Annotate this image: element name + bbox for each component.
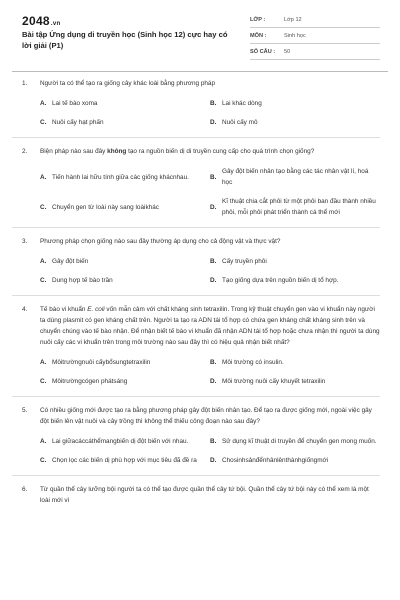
question-3 <box>22 236 380 286</box>
question-4 <box>22 304 380 387</box>
answer-options <box>40 357 380 387</box>
meta-row-count <box>250 44 380 60</box>
option-a[interactable]: A. Môitrườngnuôi cấybổsungtetraxilin <box>40 359 151 366</box>
header-divider <box>12 71 388 72</box>
option-d[interactable]: D. Nuôi cấy mô <box>210 119 258 126</box>
species-name: E. coli <box>87 306 105 313</box>
option-c[interactable]: C. Môitrườngcógen phátsáng <box>40 378 128 385</box>
option-d[interactable]: D. Môi trường nuôi cấy khuyết tetraxilin <box>210 378 326 385</box>
header <box>0 0 400 64</box>
option-b[interactable]: B. Gây đột biến nhân tạo bằng các tác nhân vật lí, hoá học <box>210 168 369 186</box>
meta-label: LỚP : <box>250 16 266 23</box>
question-text: Người ta có thể tạo ra giống cây khác loài bằng phương pháp <box>40 80 216 87</box>
question-number: 1. <box>22 80 28 87</box>
question-5 <box>22 405 380 466</box>
question-text: Có nhiều giống mới được tạo ra bằng phương pháp gây đột biến nhân tạo. Để tạo ra được giống mới, ngoài việc gây đột biến lên vật nuôi và cây trồng thì không thể thiếu công đoạn nào sau đây? <box>40 407 372 425</box>
option-b[interactable]: B. Lai khác dòng <box>210 100 262 107</box>
question-text: Phương pháp chọn giống nào sau đây thường áp dụng cho cả động vật và thực vật? <box>40 238 281 245</box>
question-number: 2. <box>22 148 28 155</box>
question-separator <box>12 137 380 138</box>
question-number: 6. <box>22 486 28 493</box>
question-text: Biện pháp nào sau đây không tạo ra nguồn biến dị di truyền cung cấp cho quá trình chọn giống? <box>40 148 315 155</box>
worksheet-title: Bài tập Ứng dụng di truyền học (Sinh học 12) cực hay có lời giải (P1) <box>22 30 228 50</box>
meta-row-class <box>250 12 380 28</box>
question-text: Tế bào vi khuẩn E. coli vốn mẫn cảm với chất kháng sinh tetraxilin. Trong kỹ thuật chuyển gen vào vi khuẩn này người ta dùng plasmit có gen kháng chất trên. Người ta tạo ra ADN tái tổ hợp có chứa gen kháng chất kháng sinh trên và chuyển chúng vào tế bào nhận. Để nhận biết tế bào vi khuẩn đã nhận ADN tái tổ hợp hoặc chưa nhận thì người ta dùng nuôi cấy các vi khuẩn trên trong môi trường nào sau đây thì có hiệu quả nhận biết nhất? <box>40 306 380 346</box>
meta-row-subject <box>250 28 380 44</box>
option-d[interactable]: D. Chosinhsảnđểnhânlênthànhgiốngmới <box>210 457 329 464</box>
question-number: 5. <box>22 407 28 414</box>
question-number: 3. <box>22 238 28 245</box>
option-a[interactable]: A. Lai tế bào xoma <box>40 100 98 107</box>
question-number: 4. <box>22 306 28 313</box>
question-text: Từ quần thể cây lưỡng bội người ta có thể tạo được quần thể cây tứ bội. Quần thể cây tứ bội này có thể xem là một loài mới vì <box>40 486 369 504</box>
site-logo[interactable]: 2048.vn <box>22 14 61 28</box>
answer-options <box>40 256 380 286</box>
question-separator <box>12 475 380 476</box>
meta-value: Sinh học <box>284 32 306 39</box>
answer-options <box>40 436 380 466</box>
option-c[interactable]: C. Chọn lọc các biến dị phù hợp với mục tiêu đã đề ra <box>40 457 197 464</box>
option-a[interactable]: A. Tiến hành lai hữu tính giữa các giống khácnhau. <box>40 173 189 181</box>
question-separator <box>12 396 380 397</box>
question-list <box>22 78 380 506</box>
option-a[interactable]: A. Gây đột biến <box>40 258 89 265</box>
option-a[interactable]: A. Lai giữacáccáthểmangbiến dị đột biến với nhau. <box>40 438 189 445</box>
answer-options <box>40 166 380 218</box>
option-c[interactable]: C. Chuyển gen từ loài này sang loàikhác <box>40 203 159 211</box>
meta-value: Lớp 12 <box>284 16 302 23</box>
option-d[interactable]: D. Kĩ thuật chia cắt phôi từ một phôi ban đầu thành nhiều phôi, mỗi phôi phát triển thành cá thể mới <box>210 198 376 216</box>
option-b[interactable]: B. Môi trường có insulin. <box>210 359 284 366</box>
worksheet-meta <box>250 12 380 60</box>
question-2 <box>22 146 380 218</box>
question-separator <box>12 295 380 296</box>
question-1 <box>22 78 380 128</box>
meta-value: 50 <box>284 48 291 55</box>
option-c[interactable]: C. Nuôi cấy hạt phấn <box>40 119 104 126</box>
option-c[interactable]: C. Dung hợp tế bào trần <box>40 277 113 284</box>
answer-options <box>40 98 380 128</box>
option-b[interactable]: B. Cấy truyền phôi <box>210 258 267 265</box>
option-d[interactable]: D. Tạo giống dựa trên nguồn biến dị tổ hợp. <box>210 277 339 284</box>
emphasis-text: không <box>107 148 127 155</box>
question-separator <box>12 227 380 228</box>
option-b[interactable]: B. Sử dụng kĩ thuật di truyền để chuyển gen mong muốn. <box>210 438 377 445</box>
meta-label: MÔN : <box>250 32 267 39</box>
meta-label: SỐ CÂU : <box>250 48 276 55</box>
question-6 <box>22 484 380 506</box>
